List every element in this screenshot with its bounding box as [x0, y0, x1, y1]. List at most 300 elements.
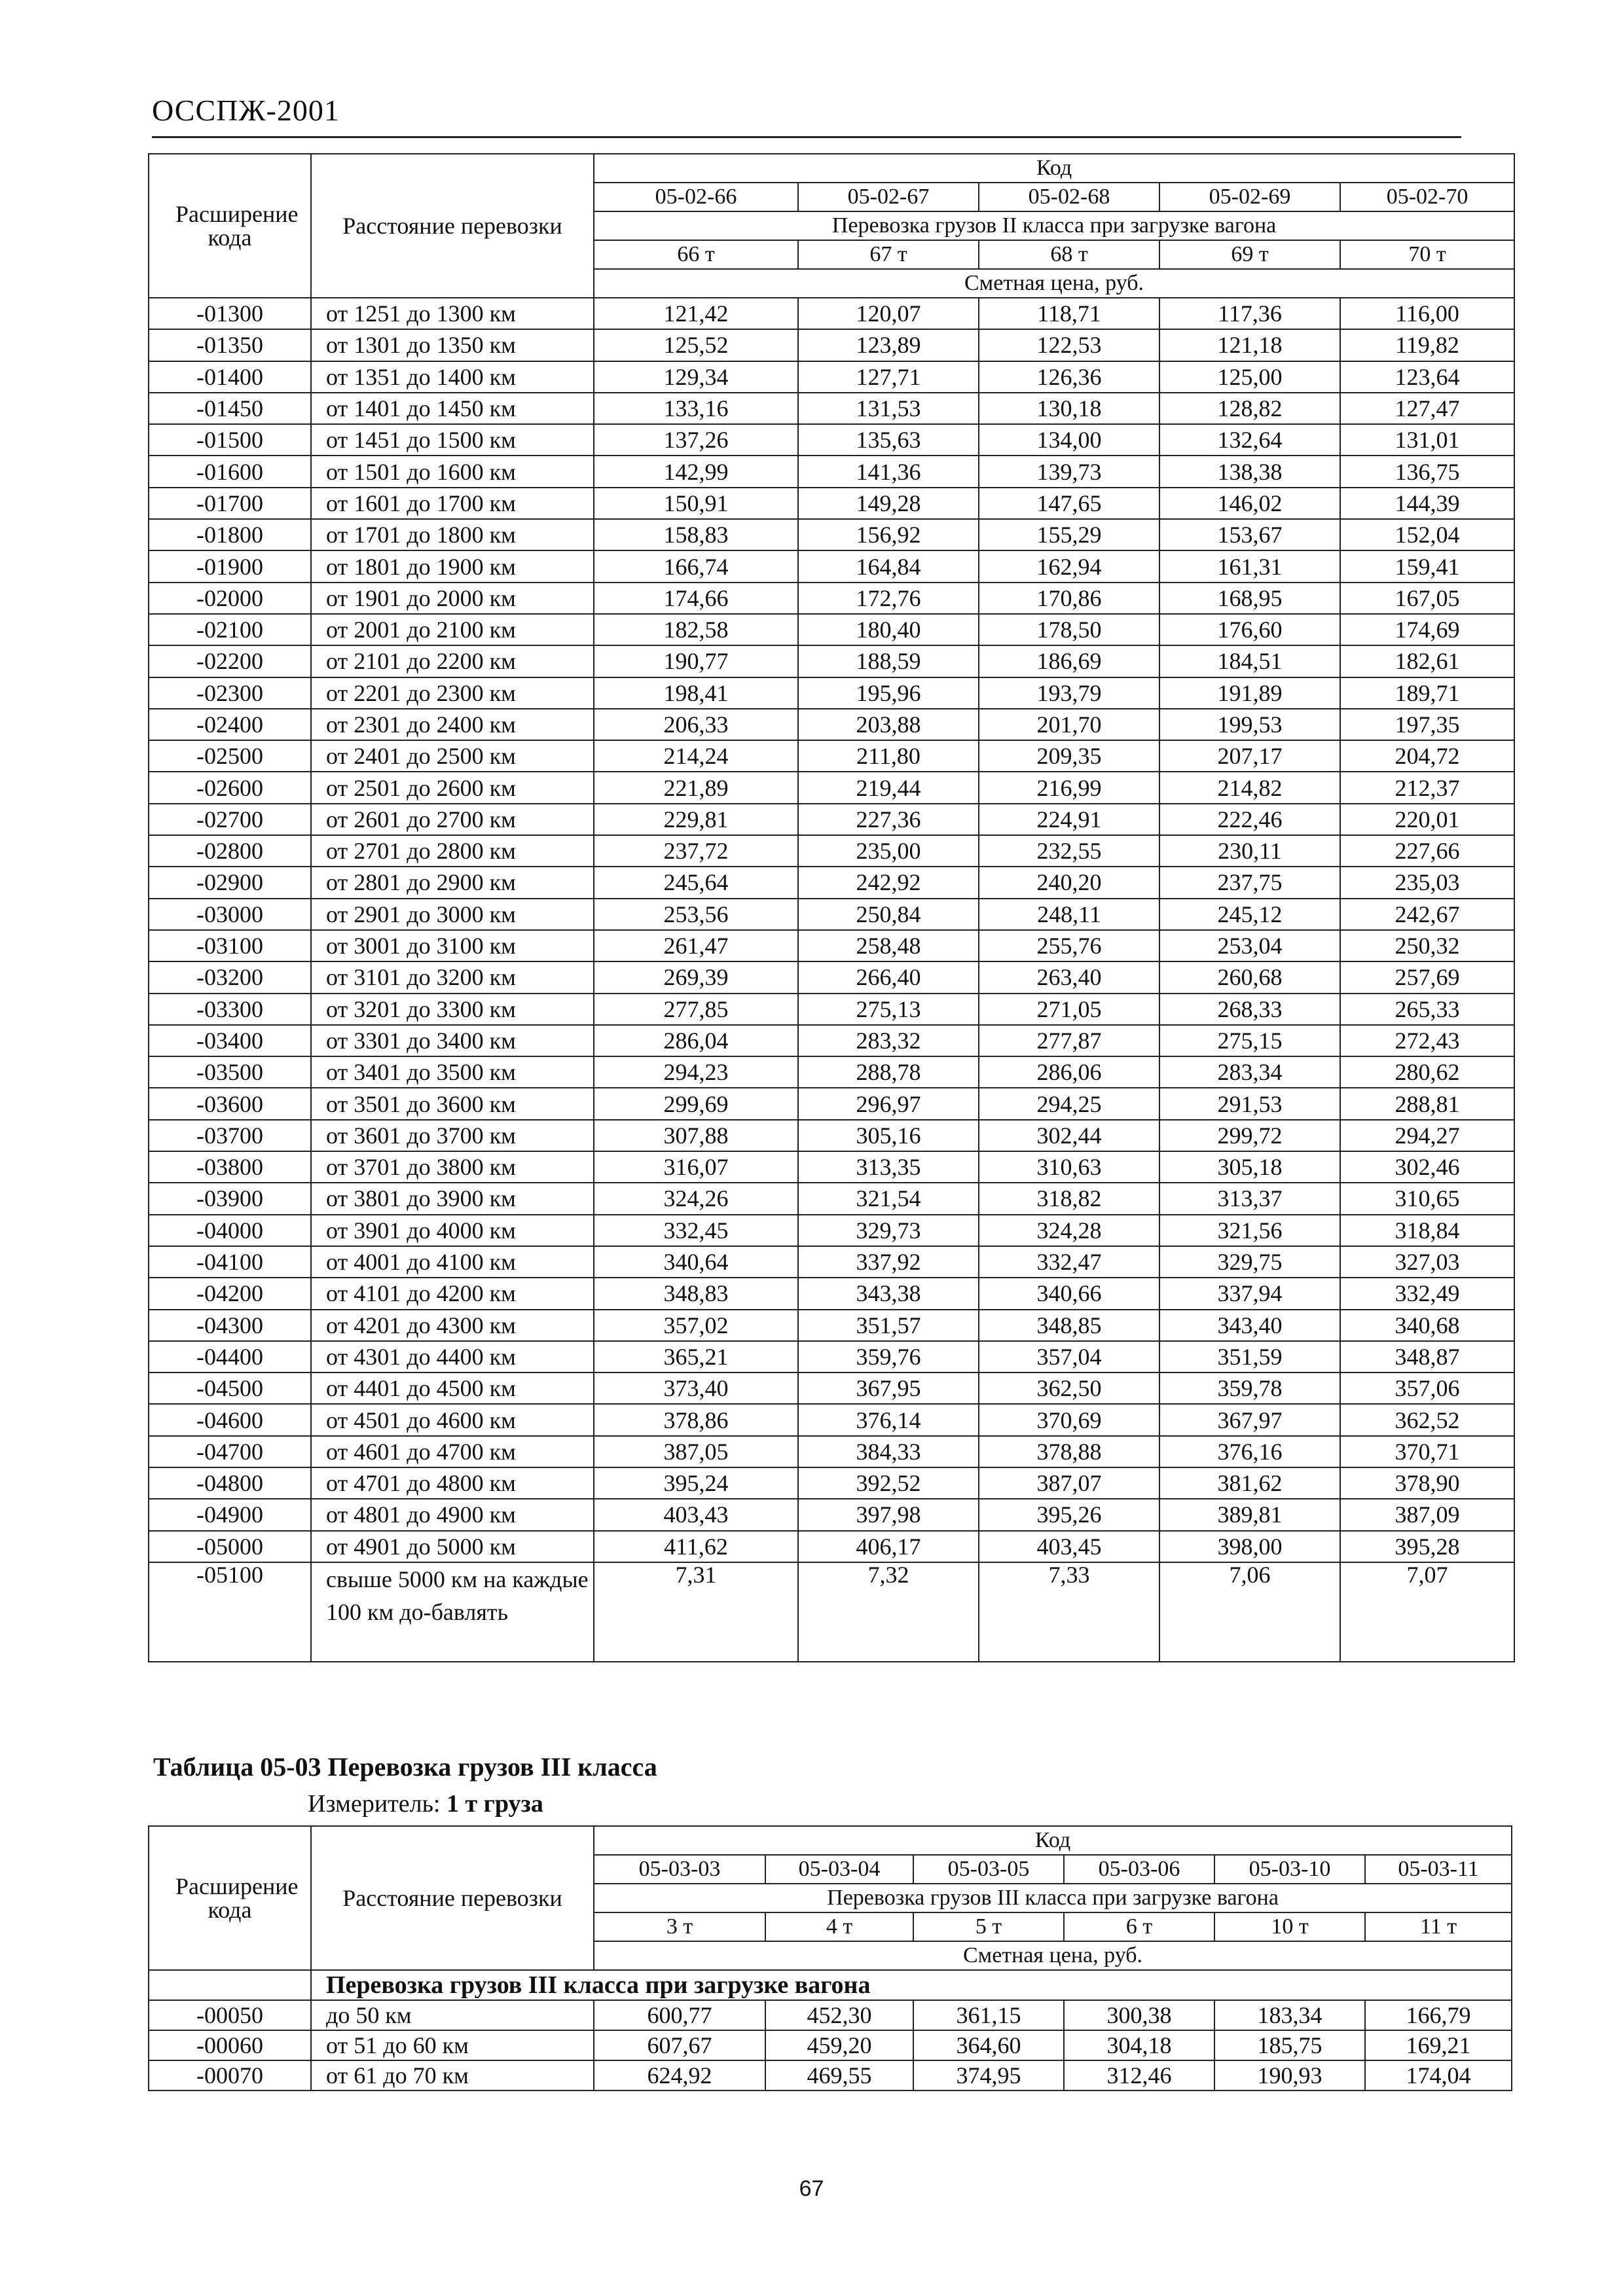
price-cell: 155,29 [979, 519, 1159, 550]
price-cell: 269,39 [594, 961, 798, 993]
price-cell: 125,52 [594, 329, 798, 361]
load-cell: 69 т [1159, 240, 1340, 269]
distance-cell: от 2501 до 2600 км [311, 772, 594, 803]
price-cell: 117,36 [1159, 298, 1340, 329]
price-cell: 364,60 [913, 2030, 1064, 2060]
price-cell: 7,06 [1159, 1562, 1340, 1662]
code-cell: 05-02-69 [1159, 183, 1340, 211]
price-cell: 162,94 [979, 550, 1159, 582]
price-cell: 7,31 [594, 1562, 798, 1662]
price-cell: 263,40 [979, 961, 1159, 993]
extension-code-cell: -04700 [149, 1436, 311, 1467]
price-cell: 149,28 [798, 488, 979, 519]
table-row [149, 298, 1514, 329]
price-cell: 327,03 [1340, 1246, 1514, 1278]
distance-cell: от 1801 до 1900 км [311, 550, 594, 582]
extension-code-cell: -01600 [149, 456, 311, 487]
price-cell: 253,56 [594, 899, 798, 930]
price-cell: 275,13 [798, 994, 979, 1025]
code-cell: 05-03-11 [1365, 1855, 1512, 1884]
distance-cell: от 1901 до 2000 км [311, 583, 594, 614]
price-cell: 245,12 [1159, 899, 1340, 930]
price-cell: 250,32 [1340, 930, 1514, 961]
extension-code-cell: -02900 [149, 867, 311, 898]
extension-code-cell: -01900 [149, 550, 311, 582]
col-header-extension-code: Расширение кода [149, 1826, 311, 1970]
distance-cell: от 2801 до 2900 км [311, 867, 594, 898]
extension-code-cell: -04800 [149, 1467, 311, 1499]
price-cell: 230,11 [1159, 835, 1340, 867]
price-cell: 136,75 [1340, 456, 1514, 487]
price-cell: 321,54 [798, 1183, 979, 1214]
table-row [149, 361, 1514, 393]
price-cell: 116,00 [1340, 298, 1514, 329]
extension-code-cell: -01400 [149, 361, 311, 393]
price-cell: 343,40 [1159, 1310, 1340, 1341]
col-header-price: Сметная цена, руб. [594, 1941, 1512, 1970]
price-cell: 302,44 [979, 1120, 1159, 1151]
section-label: Перевозка грузов III класса при загрузке вагона [311, 1970, 1512, 2000]
price-cell: 272,43 [1340, 1025, 1514, 1056]
price-cell: 121,18 [1159, 329, 1340, 361]
price-cell: 294,27 [1340, 1120, 1514, 1151]
load-cell: 68 т [979, 240, 1159, 269]
table-row [149, 1436, 1514, 1467]
price-cell: 300,38 [1064, 2000, 1214, 2030]
price-cell: 624,92 [594, 2060, 765, 2090]
price-cell: 291,53 [1159, 1088, 1340, 1119]
extension-code-cell: -03700 [149, 1120, 311, 1151]
table-row [149, 1562, 1514, 1662]
price-cell: 607,67 [594, 2030, 765, 2060]
price-cell: 411,62 [594, 1531, 798, 1562]
price-cell: 351,59 [1159, 1341, 1340, 1372]
extension-code-cell: -04900 [149, 1499, 311, 1530]
table-row [149, 1025, 1514, 1056]
price-cell: 224,91 [979, 804, 1159, 835]
price-cell: 337,94 [1159, 1278, 1340, 1309]
price-cell: 245,64 [594, 867, 798, 898]
price-cell: 395,28 [1340, 1531, 1514, 1562]
table-row [149, 614, 1514, 645]
price-cell: 222,46 [1159, 804, 1340, 835]
table-row [149, 424, 1514, 456]
price-cell: 343,38 [798, 1278, 979, 1309]
price-cell: 459,20 [765, 2030, 913, 2060]
price-cell: 209,35 [979, 740, 1159, 772]
distance-cell: от 4201 до 4300 км [311, 1310, 594, 1341]
price-cell: 294,23 [594, 1056, 798, 1088]
distance-cell: от 1251 до 1300 км [311, 298, 594, 329]
price-cell: 332,49 [1340, 1278, 1514, 1309]
distance-cell: от 51 до 60 км [311, 2030, 594, 2060]
table2-measure [308, 1789, 543, 1818]
col-header-extension-code: Расширение кода [149, 154, 311, 298]
table-row [149, 1499, 1514, 1530]
section-empty-cell [149, 1970, 311, 2000]
price-cell: 206,33 [594, 709, 798, 740]
extension-code-cell: -03200 [149, 961, 311, 993]
price-cell: 138,38 [1159, 456, 1340, 487]
price-cell: 161,31 [1159, 550, 1340, 582]
distance-cell: свыше 5000 км на каждые 100 км до-бавлять [311, 1562, 594, 1662]
table-row [149, 804, 1514, 835]
price-cell: 204,72 [1340, 740, 1514, 772]
price-cell: 221,89 [594, 772, 798, 803]
price-cell: 119,82 [1340, 329, 1514, 361]
distance-cell: от 1301 до 1350 км [311, 329, 594, 361]
table-row [149, 1215, 1514, 1246]
price-cell: 131,01 [1340, 424, 1514, 456]
price-cell: 242,67 [1340, 899, 1514, 930]
extension-code-cell: -03400 [149, 1025, 311, 1056]
price-cell: 452,30 [765, 2000, 913, 2030]
code-cell: 05-03-04 [765, 1855, 913, 1884]
price-cell: 130,18 [979, 393, 1159, 424]
price-cell: 214,24 [594, 740, 798, 772]
price-cell: 302,46 [1340, 1151, 1514, 1183]
distance-cell: от 1601 до 1700 км [311, 488, 594, 519]
table-row [149, 740, 1514, 772]
code-cell: 05-03-03 [594, 1855, 765, 1884]
price-cell: 167,05 [1340, 583, 1514, 614]
price-cell: 242,92 [798, 867, 979, 898]
extension-code-cell: -03600 [149, 1088, 311, 1119]
extension-code-cell: -02400 [149, 709, 311, 740]
extension-code-cell: -01500 [149, 424, 311, 456]
price-cell: 174,04 [1365, 2060, 1512, 2090]
price-cell: 7,07 [1340, 1562, 1514, 1662]
extension-code-cell: -01450 [149, 393, 311, 424]
price-cell: 248,11 [979, 899, 1159, 930]
table-row [149, 1056, 1514, 1088]
code-cell: 05-03-10 [1214, 1855, 1365, 1884]
distance-cell: от 2401 до 2500 км [311, 740, 594, 772]
price-cell: 129,34 [594, 361, 798, 393]
distance-cell: от 2301 до 2400 км [311, 709, 594, 740]
price-cell: 168,95 [1159, 583, 1340, 614]
price-cell: 294,25 [979, 1088, 1159, 1119]
price-cell: 142,99 [594, 456, 798, 487]
col-header-code: Код [594, 154, 1514, 183]
table-row [149, 1467, 1514, 1499]
distance-cell: от 1701 до 1800 км [311, 519, 594, 550]
table-row [149, 1183, 1514, 1214]
price-cell: 324,26 [594, 1183, 798, 1214]
price-cell: 389,81 [1159, 1499, 1340, 1530]
price-cell: 392,52 [798, 1467, 979, 1499]
price-cell: 283,32 [798, 1025, 979, 1056]
price-cell: 288,81 [1340, 1088, 1514, 1119]
price-cell: 164,84 [798, 550, 979, 582]
price-cell: 361,15 [913, 2000, 1064, 2030]
price-cell: 182,61 [1340, 645, 1514, 677]
price-cell: 122,53 [979, 329, 1159, 361]
price-cell: 305,18 [1159, 1151, 1340, 1183]
price-cell: 357,02 [594, 1310, 798, 1341]
table-row [149, 488, 1514, 519]
price-cell: 329,75 [1159, 1246, 1340, 1278]
table-row [149, 677, 1514, 709]
price-cell: 387,05 [594, 1436, 798, 1467]
extension-code-cell: -04400 [149, 1341, 311, 1372]
table2-title: Таблица 05-03 Перевозка грузов III класса [153, 1752, 657, 1782]
price-cell: 286,06 [979, 1056, 1159, 1088]
price-cell: 220,01 [1340, 804, 1514, 835]
distance-cell: от 4301 до 4400 км [311, 1341, 594, 1372]
col-header-condition: Перевозка грузов III класса при загрузке вагона [594, 1884, 1512, 1912]
load-cell: 10 т [1214, 1912, 1365, 1941]
table-row [149, 961, 1514, 993]
extension-code-cell: -02500 [149, 740, 311, 772]
price-cell: 332,45 [594, 1215, 798, 1246]
distance-cell: от 3101 до 3200 км [311, 961, 594, 993]
price-cell: 174,66 [594, 583, 798, 614]
extension-code-cell: -02800 [149, 835, 311, 867]
price-cell: 312,46 [1064, 2060, 1214, 2090]
price-cell: 305,16 [798, 1120, 979, 1151]
price-cell: 370,69 [979, 1404, 1159, 1435]
price-cell: 153,67 [1159, 519, 1340, 550]
table-row [149, 393, 1514, 424]
price-cell: 268,33 [1159, 994, 1340, 1025]
price-cell: 131,53 [798, 393, 979, 424]
price-cell: 240,20 [979, 867, 1159, 898]
price-cell: 212,37 [1340, 772, 1514, 803]
table-row [149, 1531, 1514, 1562]
price-cell: 378,86 [594, 1404, 798, 1435]
code-cell: 05-02-68 [979, 183, 1159, 211]
table-row [149, 899, 1514, 930]
extension-code-cell: -01800 [149, 519, 311, 550]
price-cell: 271,05 [979, 994, 1159, 1025]
price-cell: 337,92 [798, 1246, 979, 1278]
table-row [149, 709, 1514, 740]
table-row [149, 1341, 1514, 1372]
extension-code-cell: -04100 [149, 1246, 311, 1278]
price-cell: 261,47 [594, 930, 798, 961]
price-cell: 216,99 [979, 772, 1159, 803]
price-cell: 378,90 [1340, 1467, 1514, 1499]
price-cell: 182,58 [594, 614, 798, 645]
price-cell: 258,48 [798, 930, 979, 961]
code-cell: 05-02-70 [1340, 183, 1514, 211]
extension-code-cell: -03100 [149, 930, 311, 961]
price-cell: 288,78 [798, 1056, 979, 1088]
extension-code-cell: -02700 [149, 804, 311, 835]
price-cell: 367,95 [798, 1372, 979, 1404]
load-cell: 3 т [594, 1912, 765, 1941]
price-cell: 211,80 [798, 740, 979, 772]
distance-cell: от 3301 до 3400 км [311, 1025, 594, 1056]
code-cell: 05-03-06 [1064, 1855, 1214, 1884]
price-cell: 403,45 [979, 1531, 1159, 1562]
load-cell: 67 т [798, 240, 979, 269]
price-cell: 150,91 [594, 488, 798, 519]
price-cell: 198,41 [594, 677, 798, 709]
price-cell: 172,76 [798, 583, 979, 614]
col-header-code: Код [594, 1826, 1512, 1855]
price-cell: 362,52 [1340, 1404, 1514, 1435]
load-cell: 70 т [1340, 240, 1514, 269]
measure-value: 1 т груза [447, 1790, 543, 1818]
price-cell: 403,43 [594, 1499, 798, 1530]
price-cell: 7,33 [979, 1562, 1159, 1662]
section-row [149, 1970, 1512, 2000]
code-cell: 05-03-05 [913, 1855, 1064, 1884]
price-cell: 139,73 [979, 456, 1159, 487]
table-row [149, 645, 1514, 677]
distance-cell: от 4901 до 5000 км [311, 1531, 594, 1562]
price-cell: 120,07 [798, 298, 979, 329]
price-cell: 7,32 [798, 1562, 979, 1662]
table-row [149, 2060, 1512, 2090]
price-cell: 186,69 [979, 645, 1159, 677]
extension-code-cell: -05000 [149, 1531, 311, 1562]
extension-code-cell: -03300 [149, 994, 311, 1025]
price-cell: 180,40 [798, 614, 979, 645]
price-cell: 387,09 [1340, 1499, 1514, 1530]
table-row [149, 1246, 1514, 1278]
price-cell: 133,16 [594, 393, 798, 424]
price-cell: 237,75 [1159, 867, 1340, 898]
price-cell: 203,88 [798, 709, 979, 740]
extension-code-cell: -04600 [149, 1404, 311, 1435]
distance-cell: от 3401 до 3500 км [311, 1056, 594, 1088]
extension-code-cell: -02100 [149, 614, 311, 645]
price-cell: 310,65 [1340, 1183, 1514, 1214]
price-cell: 125,00 [1159, 361, 1340, 393]
price-cell: 170,86 [979, 583, 1159, 614]
price-cell: 365,21 [594, 1341, 798, 1372]
distance-cell: от 3501 до 3600 км [311, 1088, 594, 1119]
price-cell: 359,78 [1159, 1372, 1340, 1404]
measure-label: Измеритель: [308, 1790, 441, 1818]
price-cell: 253,04 [1159, 930, 1340, 961]
price-cell: 158,83 [594, 519, 798, 550]
price-cell: 299,72 [1159, 1120, 1340, 1151]
price-cell: 373,40 [594, 1372, 798, 1404]
price-cell: 127,71 [798, 361, 979, 393]
col-header-distance: Расстояние перевозки [311, 1826, 594, 1970]
extension-code-cell: -03900 [149, 1183, 311, 1214]
distance-cell: от 4601 до 4700 км [311, 1436, 594, 1467]
price-cell: 395,24 [594, 1467, 798, 1499]
code-cell: 05-02-66 [594, 183, 798, 211]
table-row [149, 994, 1514, 1025]
price-cell: 348,85 [979, 1310, 1159, 1341]
table-row [149, 519, 1514, 550]
price-cell: 169,21 [1365, 2030, 1512, 2060]
table-row [149, 456, 1514, 487]
price-cell: 384,33 [798, 1436, 979, 1467]
price-cell: 214,82 [1159, 772, 1340, 803]
price-cell: 201,70 [979, 709, 1159, 740]
extension-code-cell: -02000 [149, 583, 311, 614]
distance-cell: от 3701 до 3800 км [311, 1151, 594, 1183]
price-cell: 152,04 [1340, 519, 1514, 550]
price-cell: 324,28 [979, 1215, 1159, 1246]
distance-cell: от 2001 до 2100 км [311, 614, 594, 645]
table-row [149, 329, 1514, 361]
price-cell: 351,57 [798, 1310, 979, 1341]
price-cell: 376,16 [1159, 1436, 1340, 1467]
price-cell: 359,76 [798, 1341, 979, 1372]
col-header-condition: Перевозка грузов II класса при загрузке вагона [594, 211, 1514, 240]
price-cell: 189,71 [1340, 677, 1514, 709]
distance-cell: от 1351 до 1400 км [311, 361, 594, 393]
price-cell: 229,81 [594, 804, 798, 835]
price-cell: 207,17 [1159, 740, 1340, 772]
distance-cell: от 1401 до 1450 км [311, 393, 594, 424]
table-row [149, 550, 1514, 582]
extension-code-cell: -02200 [149, 645, 311, 677]
table-row [149, 1151, 1514, 1183]
price-cell: 174,69 [1340, 614, 1514, 645]
distance-cell: от 4101 до 4200 км [311, 1278, 594, 1309]
price-cell: 156,92 [798, 519, 979, 550]
load-cell: 66 т [594, 240, 798, 269]
table-row [149, 2030, 1512, 2060]
price-cell: 316,07 [594, 1151, 798, 1183]
table-row [149, 1278, 1514, 1309]
price-cell: 376,14 [798, 1404, 979, 1435]
price-cell: 123,89 [798, 329, 979, 361]
price-cell: 166,74 [594, 550, 798, 582]
freight-rates-table-class-3 [148, 1825, 1512, 2091]
distance-cell: от 1451 до 1500 км [311, 424, 594, 456]
table-row [149, 1310, 1514, 1341]
price-cell: 137,26 [594, 424, 798, 456]
price-cell: 235,00 [798, 835, 979, 867]
table-row [149, 583, 1514, 614]
price-cell: 191,89 [1159, 677, 1340, 709]
table-row [149, 1088, 1514, 1119]
price-cell: 362,50 [979, 1372, 1159, 1404]
price-cell: 378,88 [979, 1436, 1159, 1467]
price-cell: 260,68 [1159, 961, 1340, 993]
header-divider [152, 136, 1461, 138]
price-cell: 235,03 [1340, 867, 1514, 898]
price-cell: 185,75 [1214, 2030, 1365, 2060]
price-cell: 195,96 [798, 677, 979, 709]
price-cell: 190,77 [594, 645, 798, 677]
distance-cell: от 3601 до 3700 км [311, 1120, 594, 1151]
price-cell: 340,64 [594, 1246, 798, 1278]
price-cell: 219,44 [798, 772, 979, 803]
price-cell: 127,47 [1340, 393, 1514, 424]
price-cell: 283,34 [1159, 1056, 1340, 1088]
price-cell: 176,60 [1159, 614, 1340, 645]
price-cell: 190,93 [1214, 2060, 1365, 2090]
table-row [149, 930, 1514, 961]
price-cell: 395,26 [979, 1499, 1159, 1530]
extension-code-cell: -02300 [149, 677, 311, 709]
price-cell: 397,98 [798, 1499, 979, 1530]
price-cell: 178,50 [979, 614, 1159, 645]
distance-cell: от 2101 до 2200 км [311, 645, 594, 677]
distance-cell: от 2901 до 3000 км [311, 899, 594, 930]
price-cell: 132,64 [1159, 424, 1340, 456]
distance-cell: от 3901 до 4000 км [311, 1215, 594, 1246]
distance-cell: от 3201 до 3300 км [311, 994, 594, 1025]
load-cell: 4 т [765, 1912, 913, 1941]
price-cell: 166,79 [1365, 2000, 1512, 2030]
price-cell: 340,68 [1340, 1310, 1514, 1341]
extension-code-cell: -03000 [149, 899, 311, 930]
price-cell: 348,87 [1340, 1341, 1514, 1372]
price-cell: 304,18 [1064, 2030, 1214, 2060]
